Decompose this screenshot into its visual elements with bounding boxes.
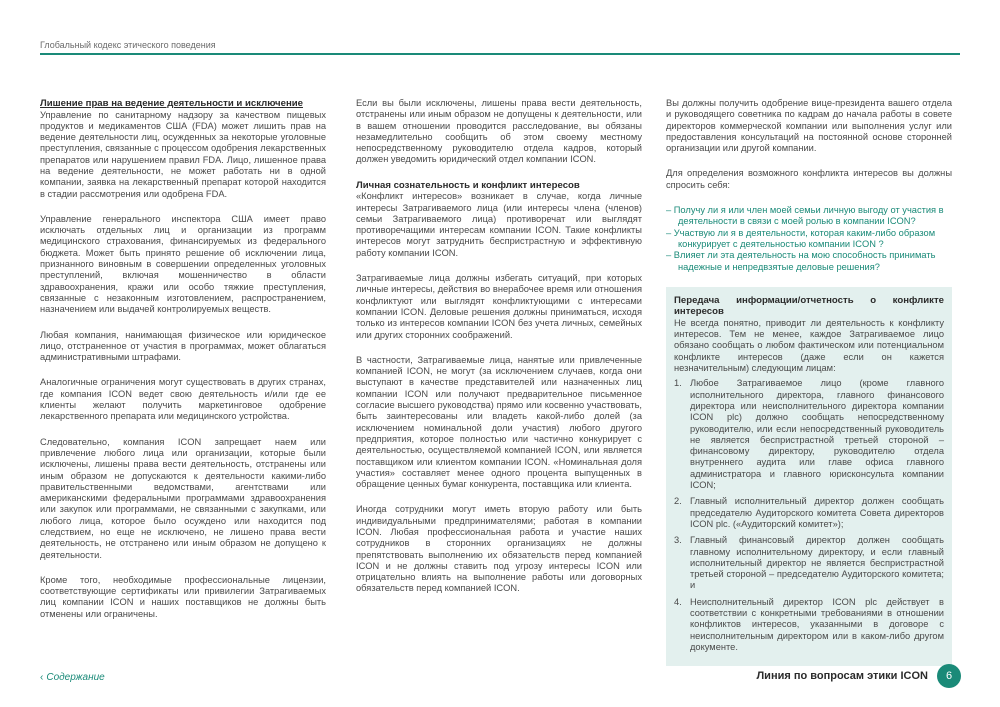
paragraph: Не всегда понятно, приводит ли деятельность к конфликту интересов. Тем не менее, каждое Затрагиваемое лицо обязано сообщать о любом фактическом или потенциальном конфликте интересов (даже если он кажется незначительным) следующим лицам:	[674, 317, 944, 374]
paragraph: Управление по санитарному надзору за качеством пищевых продуктов и медикаментов США (FDA) может лишить прав на ведение деятельности лиц, осужденных за некоторые уголовные преступления, связанные с процессом одобрения лекарственных препаратов или нарушением правил FDA. Лицо, лишенное права на ведение деятельности, не может работать ни в одной компании, заявка на лекарственный препарат которой находится в стадии рассмотрения или одобрена FDA.	[40, 109, 326, 199]
list-number: 4.	[674, 596, 682, 607]
callout-heading: Передача информации/отчетность о конфликте интересов	[674, 294, 944, 318]
paragraph: Для определения возможного конфликта интересов вы должны спросить себя:	[666, 168, 952, 190]
column-2	[356, 98, 642, 609]
list-item	[674, 597, 944, 653]
paragraph: Любая компания, нанимающая физическое или юридическое лицо, отстраненное от участия в программах, может облагаться административными штрафами.	[40, 329, 326, 363]
paragraph: Иногда сотрудники могут иметь вторую работу или быть индивидуальными предпринимателями; работая в компании ICON. Любая профессиональная работа и участие наших сотрудников в сторонних организациях не должны препятствовать выполнению их обязательств перед компанией ICON и не должны ставить под угрозу интересы ICON или отрицательно влиять на выполнение работы или договорных обязательств перед компанией ICON.	[356, 504, 642, 594]
section-heading-debarment: Лишение прав на ведение деятельности и исключение	[40, 98, 303, 109]
paragraph: Затрагиваемые лица должны избегать ситуаций, при которых личные интересы, действия во внерабочее время или отношения конфликтуют или выглядят конфликтующими с интересами компании ICON. Деловые решения должны приниматься, исходя только из интересов компании ICON без учета личных, семейных или других сторонних соображений.	[356, 273, 642, 340]
reporting-callout-box	[666, 287, 952, 666]
header-divider	[40, 53, 960, 55]
list-item	[674, 496, 944, 530]
paragraph: В частности, Затрагиваемые лица, нанятые или привлеченные компанией ICON, не могут (за исключением случаев, когда они выступают в качестве представителей или назначенных лиц компании ICON или получают предварительное письменное согласие высшего руководства) прямо или косвенно участвовать, быть заинтересованы или владеть какой-либо долей (за исключением номинальной доли участия) любого другого предприятия, которое полностью или частично конкурирует с деятельностью, осуществляемой компанией ICON, или является поставщиком или клиентом компании ICON. «Номинальная доля участия» составляет менее одного процента выпущенных в обращение ценных бумаг конкурента, поставщика или клиента.	[356, 354, 642, 490]
list-item-text: Неисполнительный директор ICON plc действует в соответствии с конкретными требованиями в отношении конфликтов интересов, указанными в договоре с неисполнительным директором или в каком-либо другом документе.	[690, 596, 944, 652]
list-item	[674, 535, 944, 591]
list-number: 3.	[674, 535, 682, 546]
ethics-hotline-link[interactable]: Линия по вопросам этики ICON	[756, 670, 928, 682]
table-of-contents-link[interactable]	[40, 672, 105, 683]
list-item: – Участвую ли я в деятельности, которая каким-либо образом конкурирует с деятельностью компании ICON ?	[666, 227, 936, 249]
self-check-questions	[666, 205, 952, 273]
paragraph: Вы должны получить одобрение вице-президента вашего отдела и руководящего советника по кадрам до начала работы в совете директоров коммерческой компании или выполнения услуг или предоставления консультаций на постоянной основе сторонней организации или другой компании.	[666, 98, 952, 154]
section-heading-conflict-of-interest: Личная сознательность и конфликт интересов	[356, 179, 580, 191]
paragraph: Управление генерального инспектора США имеет право исключать отдельных лиц и организации из программ медицинского страхования, финансируемых из федерального бюджета. Может быть принято решение об исключении лица, признанного виновным в совершении определенных уголовных преступлений, включая мошенничество в области здравоохранения, кражи или особо тяжкие преступления, связанные с незаконным изготовлением, распространением, назначением или выдачей контролируемых веществ.	[40, 213, 326, 315]
list-item: – Получу ли я или член моей семьи личную выгоду от участия в деятельности в связи с моей ролью в компании ICON?	[666, 205, 944, 227]
column-3	[666, 98, 952, 666]
list-item: – Влияет ли эта деятельность на мою способность принимать надежные и непредвзятые деловые решения?	[666, 250, 936, 272]
list-number: 1.	[674, 378, 682, 389]
paragraph: Если вы были исключены, лишены права вести деятельность, отстранены или иным образом не допущены к деятельности, или в вашем отношении проводится расследование, вы обязаны незамедлительно сообщить об этом своему местному непосредственному руководителю отдела кадров, который должен уведомить юридический отдел компании ICON.	[356, 98, 642, 165]
list-item-text: Главный финансовый директор должен сообщать главному исполнительному директору, и если главный исполнительный директор не является беспристрастной третьей стороной – председателю Аудиторского комитета; и	[690, 535, 944, 591]
reporting-list	[674, 378, 944, 653]
column-1	[40, 98, 326, 634]
list-number: 2.	[674, 496, 682, 507]
paragraph: Следовательно, компания ICON запрещает наем или привлечение любого лица или организации, которые были исключены, лишены права вести деятельность, отстранены или иным образом не допускаются к деятельности какими-либо правительственными ведомствами, агентствами или американскими федеральными программами здравоохранения или закупок или программами, не связанными с закупками, или любого лица, которое было осуждено или находится под следствием, но еще не исключено, не лишено права вести деятельность, не отстранено или иным образом не допущено к деятельности.	[40, 436, 326, 560]
chevron-left-icon: ‹	[40, 672, 44, 683]
paragraph: «Конфликт интересов» возникает в случае, когда личные интересы Затрагиваемого лица (или интересы члена (членов) семьи Затрагиваемого лица) противоречат или выглядят противоречащими интересам компании ICON. Такие конфликты интересов могут затруднить беспристрастную и эффективную работу компании ICON.	[356, 191, 642, 258]
toc-link-label: Содержание	[46, 672, 105, 683]
document-header-title: Глобальный кодекс этического поведения	[40, 40, 216, 50]
list-item-text: Главный исполнительный директор должен сообщать председателю Аудиторского комитета Совета директоров ICON plc. («Аудиторский комитет»);	[690, 496, 944, 529]
page-number-badge: 6	[937, 664, 961, 688]
list-item	[674, 378, 944, 491]
paragraph: Аналогичные ограничения могут существовать в других странах, где компания ICON ведет свою деятельность и/или где ее клиенты желают получить маркетинговое одобрение лекарственного препарата или медицинского устройства.	[40, 377, 326, 422]
paragraph: Кроме того, необходимые профессиональные лицензии, соответствующие сертификаты или привилегии Затрагиваемых лиц компании ICON и наших поставщиков не должны быть отменены или ограничены.	[40, 574, 326, 619]
list-item-text: Любое Затрагиваемое лицо (кроме главного исполнительного директора, главного финансового директора или неисполнительного директора компании ICON plc) должно сообщать непосредственному руководителю, или если непосредственный руководитель не является беспристрастной третьей стороной – финансовому директору, руководителю отдела внутреннего аудита или главе офиса главного администратора и главного юрисконсульта компании ICON;	[690, 378, 944, 491]
